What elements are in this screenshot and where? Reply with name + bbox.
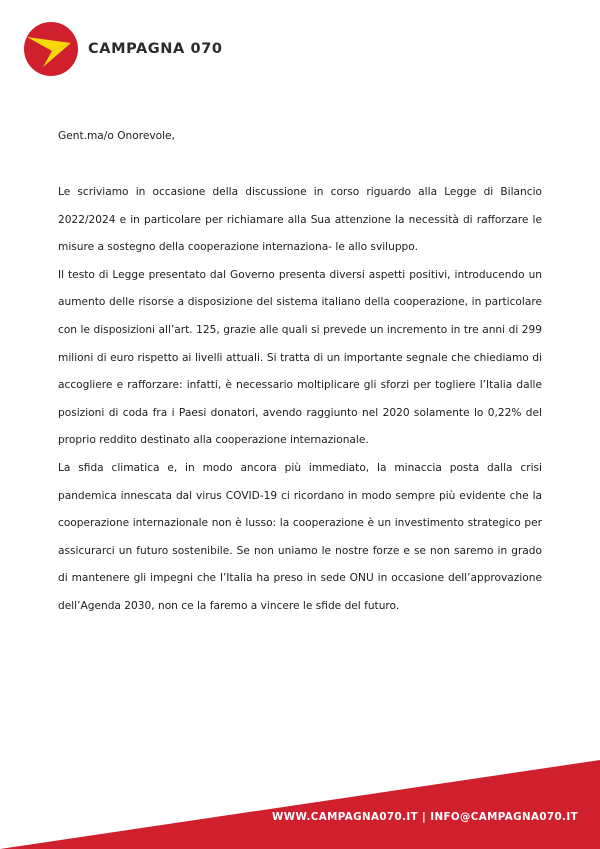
- campagna-070-logo-icon: [24, 22, 78, 76]
- footer-website-link[interactable]: WWW.CAMPAGNA070.IT: [272, 811, 419, 823]
- footer-contacts: [272, 811, 578, 823]
- paragraph-climate-challenge: La sfida climatica e, in modo ancora più immediato, la minaccia posta dalla crisi pandemica innescata dal virus COVID-19 ci ricordano in modo sempre più evidente che la cooperazione internazionale non è lusso: la cooperazione è un investimento strategico per assicurarci un futuro sostenibile. Se non uniamo le nostre forze e se non saremo in grado di mantenere gli impegni che l’Italia ha preso in sede ONU in occasione dell’approvazione dell’Agenda 2030, non ce la faremo a vincere le sfide del futuro.: [58, 461, 542, 612]
- footer-email-link[interactable]: INFO@CAMPAGNA070.IT: [430, 811, 578, 823]
- paragraph-government-bill: Il testo di Legge presentato dal Governo presenta diversi aspetti positivi, introducendo un aumento delle risorse a disposizione del sistema italiano della cooperazione, in particolare con le disposizioni all’art. 125, grazie alle quali si prevede un incremento in tre anni di 299 milioni di euro rispetto ai livelli attuali. Si tratta di un importante segnale che chiediamo di accogliere e rafforzare: infatti, è necessario moltiplicare gli sforzi per togliere l’Italia dalle posizioni di coda fra i Paesi donatori, avendo raggiunto nel 2020 solamente lo 0,22% del proprio reddito destinato alla cooperazione internazionale.: [58, 268, 542, 447]
- letter-text: [58, 179, 542, 621]
- footer-separator: |: [422, 811, 427, 823]
- footer-band: [0, 760, 600, 849]
- paragraph-budget-law: Le scriviamo in occasione della discussione in corso riguardo alla Legge di Bilancio 2022/2024 e in particolare per richiamare alla Sua attenzione la necessità di rafforzare le misure a sostegno della cooperazione internaziona- le allo sviluppo.: [58, 186, 542, 254]
- letterhead: [24, 22, 223, 76]
- greeting: Gent.ma/o Onorevole,: [58, 130, 175, 142]
- brand-name: CAMPAGNA 070: [88, 41, 223, 57]
